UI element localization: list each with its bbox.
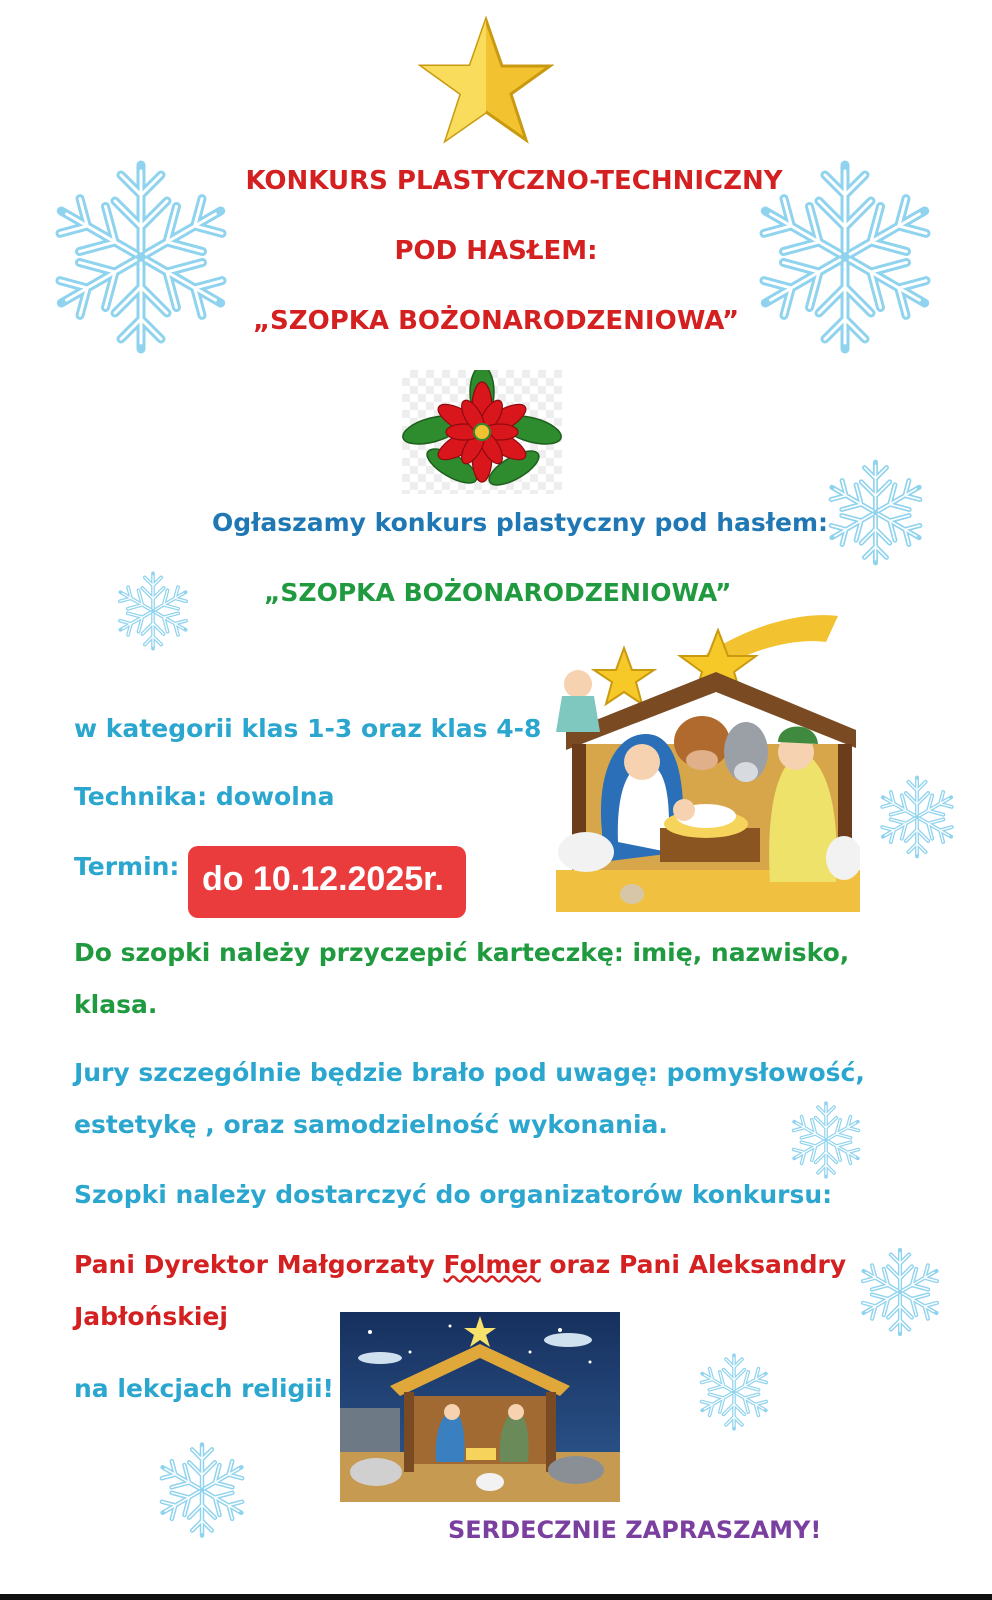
jury-line-2: estetykę , oraz samodzielność wykonania. [74, 1110, 668, 1139]
organizers-surname: Folmer [443, 1250, 541, 1279]
snowflake-icon [692, 1350, 776, 1434]
nativity-scene-illustration [556, 612, 860, 912]
card-instruction-line-1: Do szopki należy przyczepić karteczkę: imię, nazwisko, [74, 938, 850, 967]
organizers-line-2: Jabłońskiej [74, 1302, 228, 1331]
nativity-night-illustration [340, 1312, 620, 1502]
snowflake-icon [110, 568, 196, 654]
bottom-edge-bar [0, 1594, 992, 1600]
deadline-label: Termin: [74, 852, 180, 881]
organizers-part-a: Pani Dyrektor Małgorzaty [74, 1250, 444, 1279]
category-text: w kategorii klas 1-3 oraz klas 4-8 [74, 714, 542, 743]
deadline-value: do 10.12.2025r. [202, 860, 444, 898]
card-instruction-line-2: klasa. [74, 990, 158, 1019]
title-line-3: „SZOPKA BOŻONARODZENIOWA” [252, 306, 740, 336]
delivery-text: Szopki należy dostarczyć do organizatorów konkursu: [74, 1180, 833, 1209]
organizers-part-c: oraz Pani Aleksandry [540, 1250, 847, 1279]
jury-line-1: Jury szczególnie będzie brało pod uwagę: pomysłowość, [74, 1058, 865, 1087]
title-line-1: KONKURS PLASTYCZNO-TECHNICZNY [245, 166, 783, 196]
snowflake-icon [852, 1244, 948, 1340]
technique-text: Technika: dowolna [74, 782, 335, 811]
announcement-text: Ogłaszamy konkurs plastyczny pod hasłem: [212, 508, 829, 537]
location-text: na lekcjach religii! [74, 1374, 334, 1403]
gold-star-icon [418, 16, 554, 146]
closing-text: SERDECZNIE ZAPRASZAMY! [448, 1516, 822, 1544]
deadline-badge [188, 846, 466, 918]
slogan-text: „SZOPKA BOŻONARODZENIOWA” [264, 578, 732, 607]
snowflake-icon [150, 1438, 254, 1542]
organizers-line-1 [74, 1250, 846, 1279]
snowflake-icon [872, 772, 962, 862]
title-line-2: POD HASŁEM: [394, 236, 598, 266]
snowflake-icon [818, 455, 933, 570]
poinsettia-icon [402, 370, 562, 494]
snowflake-icon [784, 1098, 868, 1182]
